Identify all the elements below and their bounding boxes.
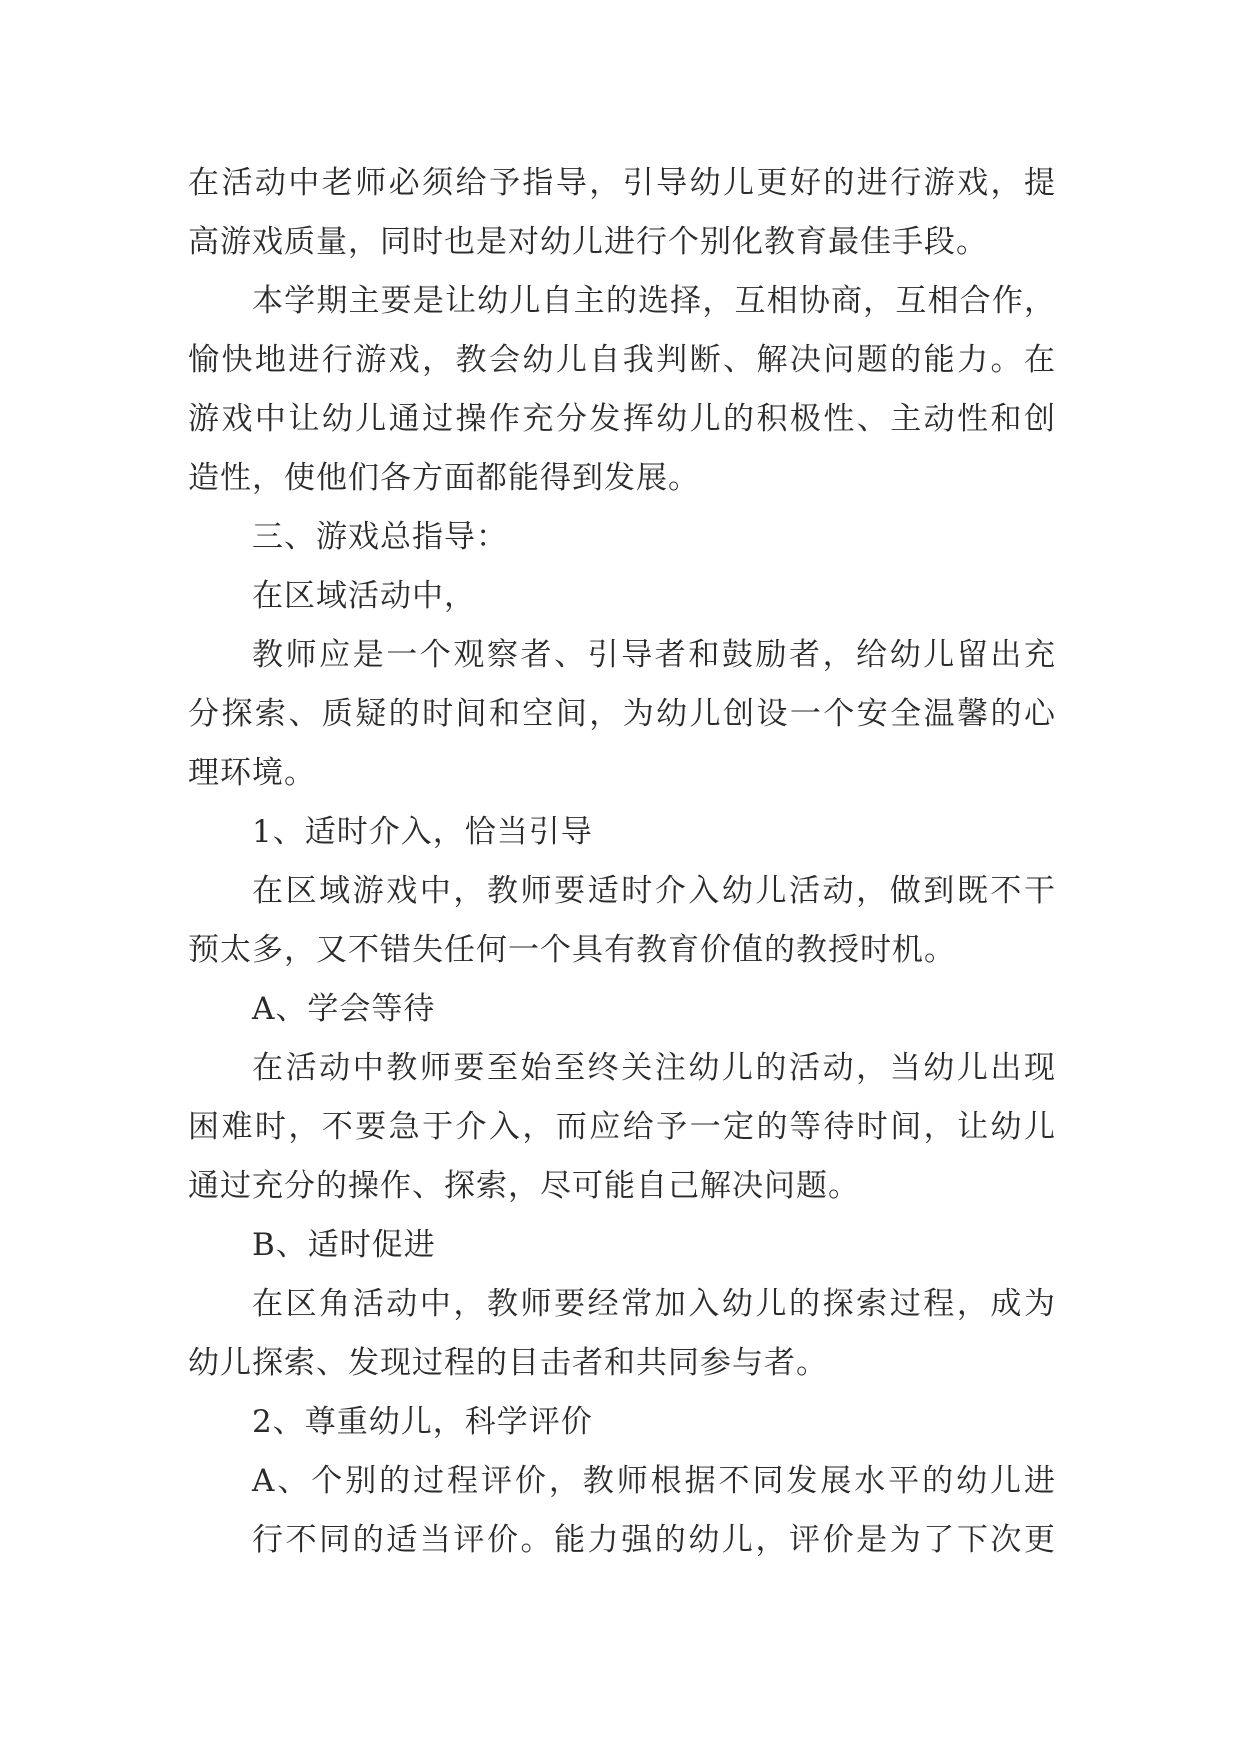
text-line: 分探索、质疑的时间和空间，为幼儿创设一个安全温馨的心 [188, 696, 1056, 732]
text-line: 本学期主要是让幼儿自主的选择，互相协商，互相合作， [252, 283, 1056, 319]
section-heading: 三、游戏总指导： [252, 519, 508, 555]
text-line: 在活动中老师必须给予指导，引导幼儿更好的进行游戏，提 [188, 165, 1056, 201]
text-line: A、个别的过程评价，教师根据不同发展水平的幼儿进 [252, 1463, 1056, 1499]
text-line: 在区域活动中， [252, 578, 476, 614]
text-line: 造性，使他们各方面都能得到发展。 [188, 460, 700, 496]
text-line: 教师应是一个观察者、引导者和鼓励者，给幼儿留出充 [252, 637, 1056, 673]
document-body [188, 154, 1056, 1570]
text-line: 高游戏质量，同时也是对幼儿进行个别化教育最佳手段。 [188, 224, 988, 260]
text-line: 在活动中教师要至始至终关注幼儿的活动，当幼儿出现 [252, 1050, 1056, 1086]
text-line: 理环境。 [188, 755, 316, 791]
text-line: 愉快地进行游戏，教会幼儿自我判断、解决问题的能力。在 [188, 342, 1056, 378]
text-line: 通过充分的操作、探索，尽可能自己解决问题。 [188, 1168, 860, 1204]
text-line: 游戏中让幼儿通过操作充分发挥幼儿的积极性、主动性和创 [188, 401, 1056, 437]
text-line: 行不同的适当评价。能力强的幼儿，评价是为了下次更 [252, 1522, 1056, 1558]
subsection-heading: 2、尊重幼儿，科学评价 [252, 1404, 593, 1440]
subsection-heading: A、学会等待 [252, 991, 436, 1027]
text-line: 在区域游戏中，教师要适时介入幼儿活动，做到既不干 [252, 873, 1056, 909]
subsection-heading: B、适时促进 [252, 1227, 436, 1263]
text-line: 预太多，又不错失任何一个具有教育价值的教授时机。 [188, 932, 956, 968]
text-line: 在区角活动中，教师要经常加入幼儿的探索过程，成为 [252, 1286, 1056, 1322]
text-line: 困难时，不要急于介入，而应给予一定的等待时间，让幼儿 [188, 1109, 1056, 1145]
subsection-heading: 1、适时介入，恰当引导 [252, 814, 593, 850]
text-line: 幼儿探索、发现过程的目击者和共同参与者。 [188, 1345, 828, 1381]
